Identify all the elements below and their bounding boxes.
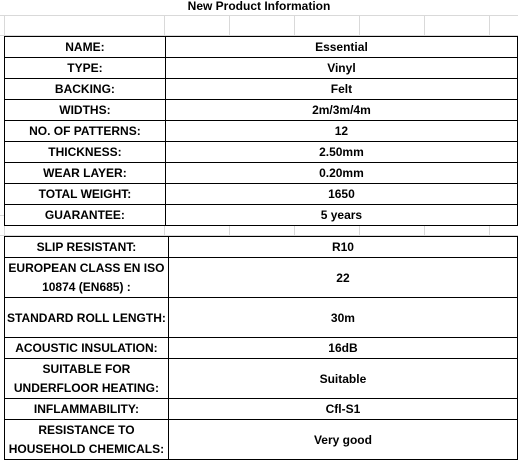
spec-value[interactable]: 22	[168, 258, 517, 298]
table-row	[5, 79, 518, 100]
spec-label[interactable]: STANDARD ROLL LENGTH:	[5, 298, 169, 338]
table-row	[5, 205, 518, 226]
spec-value[interactable]: 1650	[165, 184, 517, 205]
spec-value[interactable]: Felt	[165, 79, 517, 100]
spec-label[interactable]: SLIP RESISTANT:	[5, 237, 169, 258]
table-row	[5, 58, 518, 79]
table-row	[5, 163, 518, 184]
spec-value[interactable]: 2.50mm	[165, 142, 517, 163]
spec-label[interactable]: GUARANTEE:	[5, 205, 166, 226]
spec-label[interactable]: TYPE:	[5, 58, 166, 79]
spec-value[interactable]: 16dB	[168, 338, 517, 359]
spec-label[interactable]: SUITABLE FOR UNDERFLOOR HEATING:	[5, 359, 169, 399]
product-spec-table-performance	[4, 236, 518, 460]
table-row	[5, 298, 518, 338]
table-row	[5, 184, 518, 205]
spec-value[interactable]: Essential	[165, 37, 517, 58]
spec-value[interactable]: 5 years	[165, 205, 517, 226]
table-row	[5, 359, 518, 399]
table-row	[5, 100, 518, 121]
spec-value[interactable]: 2m/3m/4m	[165, 100, 517, 121]
spec-label[interactable]: NAME:	[5, 37, 166, 58]
table-row	[5, 338, 518, 359]
table-row	[5, 237, 518, 258]
spec-value[interactable]: 12	[165, 121, 517, 142]
spec-value[interactable]: Suitable	[168, 359, 517, 399]
table-row	[5, 37, 518, 58]
spec-label[interactable]: WEAR LAYER:	[5, 163, 166, 184]
product-spec-table-main	[4, 36, 518, 226]
table-row	[5, 258, 518, 298]
table-row	[5, 142, 518, 163]
spec-value[interactable]: 0.20mm	[165, 163, 517, 184]
spec-label[interactable]: ACOUSTIC INSULATION:	[5, 338, 169, 359]
spec-value[interactable]: Cfl-S1	[168, 399, 517, 420]
table-row	[5, 121, 518, 142]
table-row	[5, 399, 518, 420]
spec-label[interactable]: RESISTANCE TO HOUSEHOLD CHEMICALS:	[5, 420, 169, 460]
spec-label[interactable]: EUROPEAN CLASS EN ISO 10874 (EN685) :	[5, 258, 169, 298]
page-title: New Product Information	[187, 0, 331, 13]
spec-label[interactable]: TOTAL WEIGHT:	[5, 184, 166, 205]
spec-value[interactable]: 30m	[168, 298, 517, 338]
spec-value[interactable]: Very good	[168, 420, 517, 460]
spec-value[interactable]: Vinyl	[165, 58, 517, 79]
spec-label[interactable]: INFLAMMABILITY:	[5, 399, 169, 420]
spec-label[interactable]: NO. OF PATTERNS:	[5, 121, 166, 142]
spec-value[interactable]: R10	[168, 237, 517, 258]
spec-label[interactable]: BACKING:	[5, 79, 166, 100]
spec-label[interactable]: WIDTHS:	[5, 100, 166, 121]
spec-label[interactable]: THICKNESS:	[5, 142, 166, 163]
table-row	[5, 420, 518, 460]
